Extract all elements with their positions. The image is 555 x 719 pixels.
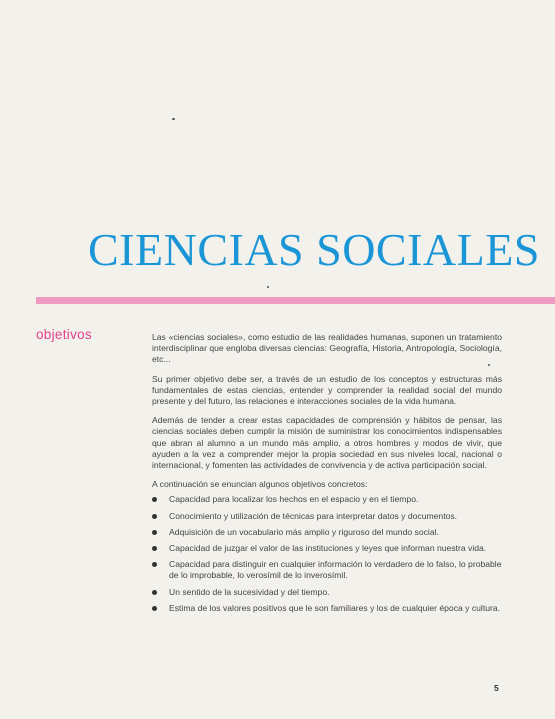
bullet-icon xyxy=(152,590,157,595)
bullet-icon xyxy=(152,562,157,567)
print-speck xyxy=(267,286,269,288)
list-item xyxy=(152,511,502,522)
paragraph: Además de tender a crear estas capacidades de comprensión y hábitos de pensar, las ciencias sociales deben cumplir la misión de suministrar los conocimientos indispensables que abran al alumno a un mundo más amplio, a otros hombres y modos de vivir, que ayuden a la vez a comprender mejor la propia sociedad en sus niveles local, nacional o internacional, y fomenten las actividades de convivencia y de activa participación social. xyxy=(152,415,502,471)
objectives-list xyxy=(152,494,502,614)
body-text xyxy=(152,332,502,619)
paragraph: Las «ciencias sociales», como estudio de las realidades humanas, suponen un tratamiento interdisciplinar que engloba diversas ciencias: Geografía, Historia, Antropología, Sociología, etc... xyxy=(152,332,502,365)
page-number: 5 xyxy=(494,683,499,693)
accent-divider xyxy=(36,297,555,304)
list-item xyxy=(152,603,502,614)
list-item-text: Un sentido de la sucesividad y del tiempo. xyxy=(169,586,330,597)
list-item xyxy=(152,587,502,598)
list-intro: A continuación se enuncian algunos objetivos concretos: xyxy=(152,479,368,490)
list-item xyxy=(152,559,502,581)
list-item xyxy=(152,543,502,554)
section-label-objetivos: objetivos xyxy=(36,327,92,342)
bullet-icon xyxy=(152,514,157,519)
page-title: CIENCIAS SOCIALES xyxy=(88,224,540,275)
bullet-icon xyxy=(152,546,157,551)
list-item-text: Conocimiento y utilización de técnicas para interpretar datos y documentos. xyxy=(169,510,458,521)
paragraph: Su primer objetivo debe ser, a través de un estudio de los conceptos y estructuras más fundamentales de estas ciencias, entender y comprender la realidad social del mundo presente y del futuro, las relaciones e interacciones sociales de la vida humana. xyxy=(152,373,502,407)
list-item-text: Adquisición de un vocabulario más amplio y riguroso del mundo social. xyxy=(169,526,439,537)
bullet-icon xyxy=(152,497,157,502)
bullet-icon xyxy=(152,530,157,535)
list-item-text: Capacidad para distinguir en cualquier información lo verdadero de lo falso, lo probable de lo improbable, lo verosímil de lo inverosímil. xyxy=(169,559,502,581)
list-item xyxy=(152,494,502,505)
bullet-icon xyxy=(152,606,157,611)
list-item-text: Capacidad para localizar los hechos en el espacio y en el tiempo. xyxy=(169,494,419,505)
list-item xyxy=(152,527,502,538)
print-speck xyxy=(172,118,175,120)
list-item-text: Capacidad de juzgar el valor de las instituciones y leyes que informan nuestra vida. xyxy=(169,543,487,554)
list-item-text: Estima de los valores positivos que le son familiares y los de cualquier época y cultura. xyxy=(169,602,501,613)
